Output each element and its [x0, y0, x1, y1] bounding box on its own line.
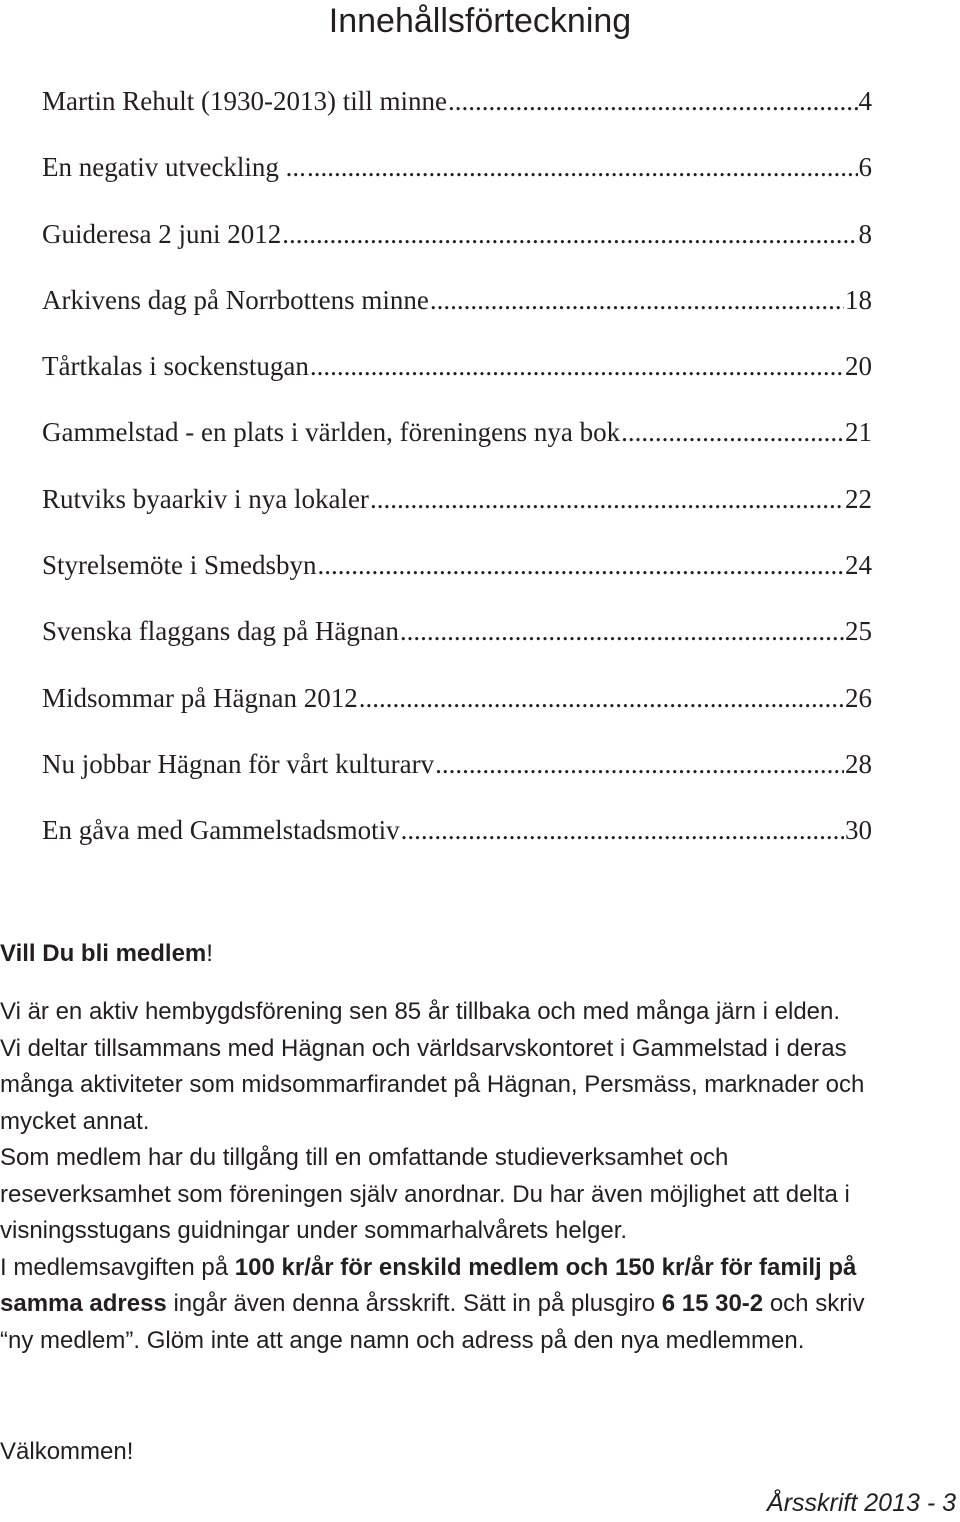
- toc-entry-page: 18: [845, 284, 872, 315]
- toc-leader-dots: [359, 675, 844, 721]
- toc-leader-dots: [621, 409, 844, 455]
- toc-entry: [42, 343, 872, 409]
- toc-leader-dots: [448, 78, 858, 124]
- toc-entry-title: Styrelsemöte i Smedsbyn: [42, 550, 317, 581]
- toc-leader-dots: [282, 211, 857, 257]
- toc-leader-dots: [307, 144, 858, 190]
- table-of-contents: [42, 78, 872, 874]
- toc-leader-dots: [317, 542, 844, 588]
- toc-entry-page: 22: [845, 483, 872, 514]
- toc-entry-page: 20: [845, 351, 872, 382]
- toc-entry-page: 30: [845, 815, 872, 846]
- toc-leader-dots: [400, 608, 844, 654]
- toc-entry: [42, 78, 872, 144]
- membership-paragraph: Vi deltar tillsammans med Hägnan och världsarvskontoret i Gammelstad i deras många aktiviteter som midsommarfirandet på Hägnan, Persmäss, marknader och mycket annat.: [0, 1034, 865, 1135]
- toc-entry-title: Arkivens dag på Norrbottens minne: [42, 284, 429, 315]
- toc-entry-title: Svenska flaggans dag på Hägnan: [42, 616, 399, 647]
- toc-entry-page: 25: [845, 616, 872, 647]
- fee-text-middle: ingår även denna årsskrift. Sätt in på plusgiro: [166, 1290, 662, 1317]
- toc-entry: [42, 144, 872, 210]
- toc-entry: [42, 211, 872, 277]
- membership-paragraph: Som medlem har du tillgång till en omfattande studieverksamhet och reseverksamhet som föreningen själv anordnar. Du har även möjlighet att delta i visningsstugans guidningar under sommarhalvårets helger.: [0, 1144, 850, 1244]
- toc-entry: [42, 277, 872, 343]
- toc-entry-title: En negativ utveckling ...: [42, 152, 306, 183]
- toc-entry: [42, 675, 872, 741]
- toc-entry: [42, 608, 872, 674]
- toc-entry: [42, 741, 872, 807]
- toc-leader-dots: [401, 807, 844, 853]
- membership-section: [0, 936, 900, 1359]
- toc-entry: [42, 476, 872, 542]
- welcome-text: Välkommen!: [0, 1438, 134, 1465]
- membership-heading-mark: !: [206, 940, 213, 967]
- plusgiro-number: 6 15 30-2: [661, 1290, 764, 1317]
- toc-entry-page: 28: [845, 748, 872, 779]
- membership-paragraph: Vi är en aktiv hembygdsförening sen 85 år tillbaka och med många järn i elden.: [0, 998, 841, 1025]
- membership-heading-text: Vill Du bli medlem: [0, 940, 207, 967]
- toc-entry-title: En gåva med Gammelstadsmotiv: [42, 815, 400, 846]
- fee-text-intro: I medlemsavgiften på: [0, 1253, 235, 1281]
- toc-entry: [42, 807, 872, 873]
- toc-entry-page: 6: [858, 152, 872, 183]
- toc-entry-title: Midsommar på Hägnan 2012: [42, 682, 358, 713]
- toc-leader-dots: [370, 476, 844, 522]
- toc-entry-title: Nu jobbar Hägnan för vårt kulturarv: [42, 748, 435, 779]
- fee-amounts: 100 kr/år för enskild medlem och 150 kr/år för familj på samma adress: [0, 1253, 857, 1317]
- toc-entry-page: 21: [845, 417, 872, 448]
- membership-heading: [0, 936, 900, 972]
- page-title: Innehållsförteckning: [328, 2, 632, 40]
- toc-entry-page: 4: [858, 86, 872, 116]
- toc-leader-dots: [430, 277, 844, 323]
- toc-entry-page: 26: [845, 682, 872, 713]
- toc-entry: [42, 409, 872, 475]
- page-footer: Årsskrift 2013 - 3: [767, 1489, 956, 1517]
- membership-fee-paragraph: [0, 1250, 900, 1360]
- fee-text-end: och skriv “ny medlem”. Glöm inte att ange namn och adress på den nya medlemmen.: [0, 1290, 865, 1354]
- toc-entry-page: 8: [858, 218, 872, 249]
- toc-entry-title: Tårtkalas i sockenstugan: [42, 351, 309, 382]
- toc-leader-dots: [435, 741, 844, 787]
- toc-entry-page: 24: [845, 550, 872, 581]
- toc-entry: [42, 542, 872, 608]
- toc-entry-title: Guideresa 2 juni 2012: [42, 218, 282, 249]
- toc-entry-title: Rutviks byaarkiv i nya lokaler: [42, 483, 369, 514]
- toc-entry-title: Gammelstad - en plats i världen, föreningens nya bok: [42, 417, 621, 448]
- toc-entry-title: Martin Rehult (1930-2013) till minne: [42, 86, 447, 116]
- toc-leader-dots: [310, 343, 844, 389]
